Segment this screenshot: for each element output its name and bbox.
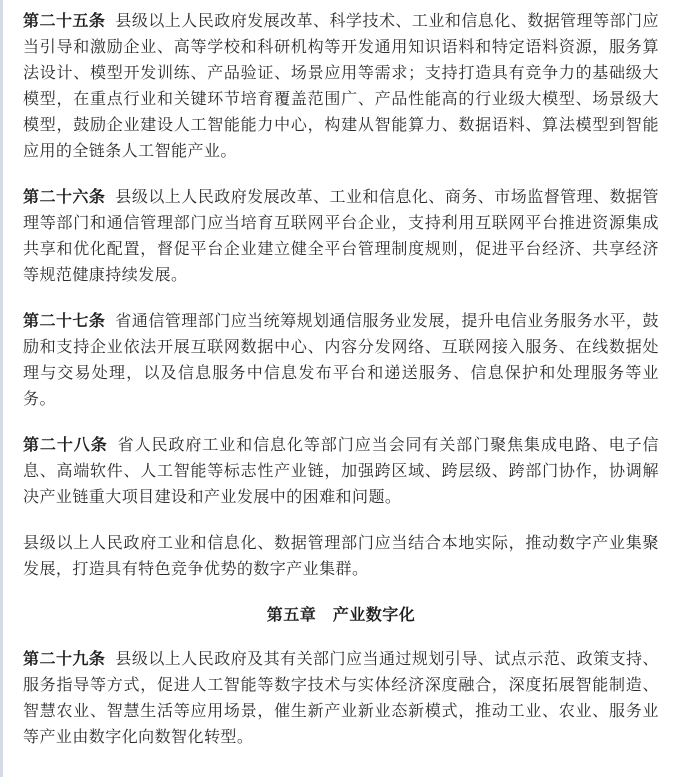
article-25 — [23, 8, 659, 164]
article-27 — [23, 308, 659, 412]
article-29 — [23, 646, 659, 750]
article-body: 县级以上人民政府发展改革、工业和信息化、商务、市场监督管理、数据管理等部门和通信管理部门应当培育互联网平台企业，支持利用互联网平台推进资源集成共享和优化配置，督促平台企业建立健全平台管理制度规则，促进平台经济、共享经济等规范健康持续发展。 — [23, 187, 659, 284]
article-26 — [23, 184, 659, 288]
left-margin-rule — [0, 0, 3, 777]
chapter-title: 第五章 产业数字化 — [266, 605, 416, 624]
article-body: 县级以上人民政府发展改革、科学技术、工业和信息化、数据管理等部门应当引导和激励企业、高等学校和科研机构等开发通用知识语料和特定语料资源，服务算法设计、模型开发训练、产品验证、场景应用等需求；支持打造具有竞争力的基础级大模型，在重点行业和关键环节培育覆盖范围广、产品性能高的行业级大模型、场景级大模型，鼓励企业建设人工智能能力中心，构建从智能算力、数据语料、算法模型到智能应用的全链条人工智能产业。 — [23, 11, 659, 160]
article-28 — [23, 432, 659, 510]
regulation-text — [23, 8, 659, 770]
article-number: 第二十六条 — [23, 187, 106, 206]
article-number: 第二十五条 — [23, 11, 106, 30]
article-number: 第二十九条 — [23, 649, 106, 668]
article-number: 第二十八条 — [23, 435, 108, 454]
article-body: 省人民政府工业和信息化等部门应当会同有关部门聚焦集成电路、电子信息、高端软件、人工智能等标志性产业链，加强跨区域、跨层级、跨部门协作，协调解决产业链重大项目建设和产业发展中的困难和问题。 — [23, 435, 659, 506]
article-body: 县级以上人民政府及其有关部门应当通过规划引导、试点示范、政策支持、服务指导等方式，促进人工智能等数字技术与实体经济深度融合，深度拓展智能制造、智慧农业、智慧生活等应用场景，催生新产业新业态新模式，推动工业、农业、服务业等产业由数字化向数智化转型。 — [23, 649, 659, 746]
article-body: 省通信管理部门应当统筹规划通信服务业发展，提升电信业务服务水平，鼓励和支持企业依法开展互联网数据中心、内容分发网络、互联网接入服务、在线数据处理与交易处理，以及信息服务中信息发布平台和递送服务、信息保护和处理服务等业务。 — [23, 311, 659, 408]
article-28-paragraph-2: 县级以上人民政府工业和信息化、数据管理部门应当结合本地实际，推动数字产业集聚发展，打造具有特色竞争优势的数字产业集群。 — [23, 533, 659, 578]
article-number: 第二十七条 — [23, 311, 106, 330]
